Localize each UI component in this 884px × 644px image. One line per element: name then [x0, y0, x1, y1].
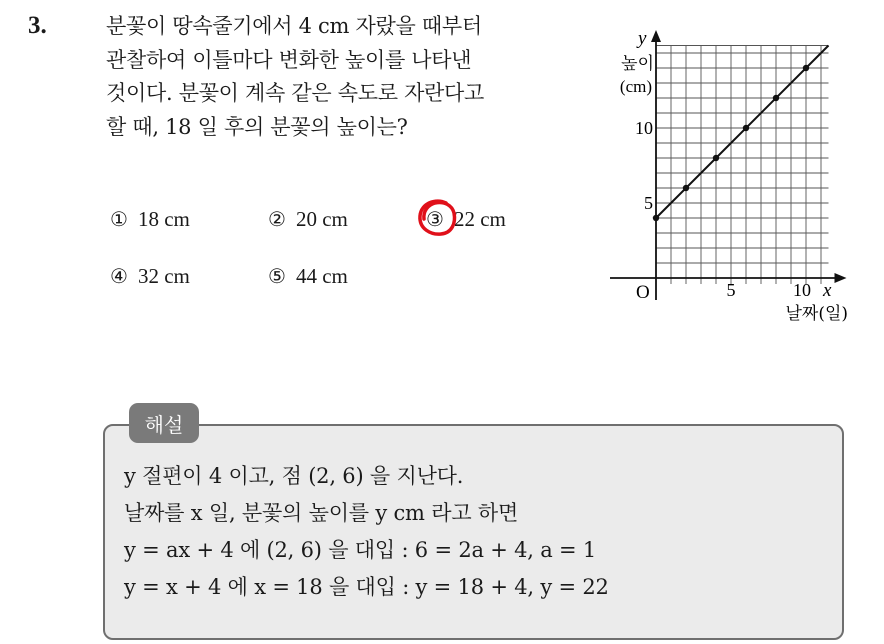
question-line: 관찰하여 이틀마다 변화한 높이를 나타낸: [106, 47, 472, 72]
data-point: [713, 155, 719, 161]
choice-text: 32 cm: [137, 264, 190, 288]
answer-circle-mark: [416, 198, 458, 238]
question-text: [106, 10, 586, 144]
x-axis-label: 날짜(일): [785, 304, 848, 324]
choice-mark: ①: [110, 207, 128, 231]
growth-line: [656, 46, 829, 219]
choice-2[interactable]: [268, 207, 348, 232]
choice-mark: ②: [268, 207, 286, 231]
x-tick-label: 5: [726, 280, 736, 300]
solution-text: [124, 458, 609, 606]
solution-line: y = x + 4 에 x = 18 을 대입 : y = 18 + 4, y = 22: [124, 575, 609, 599]
choice-text: 18 cm: [137, 207, 190, 231]
choice-mark: ⑤: [268, 264, 286, 288]
x-tick-label: 10: [793, 280, 811, 300]
y-tick-label: 5: [644, 193, 653, 213]
choice-4[interactable]: [110, 264, 190, 289]
origin-label: O: [636, 282, 650, 303]
y-axis-label: 높이: [621, 54, 654, 74]
choice-1[interactable]: [110, 207, 190, 232]
data-point: [773, 95, 779, 101]
choice-mark: ④: [110, 264, 128, 288]
data-point: [683, 185, 689, 191]
choice-5[interactable]: [268, 264, 348, 289]
question-number: 3.: [28, 12, 47, 39]
data-point: [743, 125, 749, 131]
solution-line: y = ax + 4 에 (2, 6) 을 대입 : 6 = 2a + 4, a = 1: [124, 538, 597, 562]
y-axis-variable: y: [638, 28, 647, 49]
y-axis-arrow: [651, 30, 661, 42]
solution-line: y 절편이 4 이고, 점 (2, 6) 을 지난다.: [124, 464, 464, 488]
data-point: [803, 65, 809, 71]
x-axis-arrow: [835, 273, 847, 283]
choice-text: 20 cm: [295, 207, 348, 231]
question-line: 분꽃이 땅속줄기에서 4 cm 자랐을 때부터: [106, 14, 482, 38]
y-axis-unit: (cm): [619, 77, 652, 96]
choice-mark: ③: [426, 207, 444, 231]
grid: [656, 46, 829, 285]
growth-graph: [604, 28, 854, 328]
question-line: 것이다. 분꽃이 계속 같은 속도로 자란다고: [106, 81, 485, 105]
choice-text: 22 cm: [453, 207, 506, 231]
y-tick-label: 10: [635, 118, 653, 138]
solution-line: 날짜를 x 일, 분꽃의 높이를 y cm 라고 하면: [124, 501, 519, 525]
choice-text: 44 cm: [295, 264, 348, 288]
solution-tag: 해설: [129, 403, 199, 443]
x-axis-variable: x: [823, 280, 832, 301]
question-line: 할 때, 18 일 후의 분꽃의 높이는?: [106, 114, 408, 139]
data-point: [653, 215, 659, 221]
